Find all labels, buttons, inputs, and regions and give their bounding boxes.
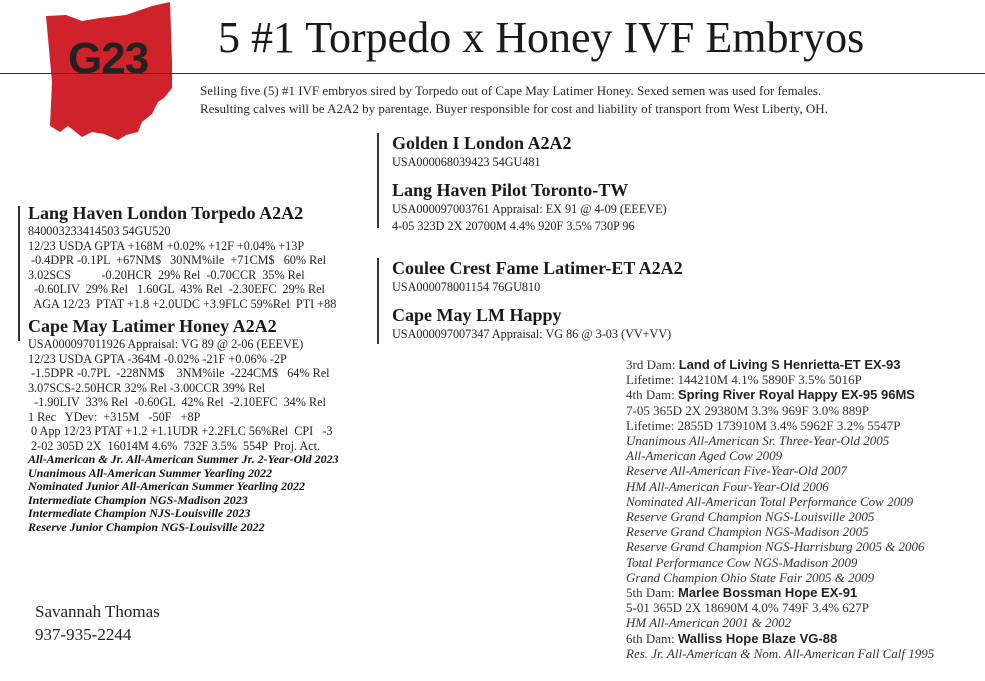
honey-award: Nominated Junior All-American Summer Yearling 2022 <box>28 479 306 493</box>
pedigree-dam-line <box>626 585 934 600</box>
dam-sire-name: Coulee Crest Fame Latimer-ET A2A2 <box>392 258 683 278</box>
intro-line: Selling five (5) #1 IVF embryos sired by Torpedo out of Cape May Latimer Honey. Sexed semen was used for females. <box>200 83 822 98</box>
honey-award: Reserve Junior Champion NGS-Louisville 2022 <box>28 519 265 534</box>
torpedo-line: -0.60LIV 29% Rel 1.60GL 43% Rel -2.30EFC 29% Rel <box>28 282 325 296</box>
pedigree-award: Reserve Grand Champion NGS-Madison 2005 <box>626 524 869 540</box>
torpedo-line: AGA 12/23 PTAT +1.8 +2.0UDC +3.9FLC 59%Rel PTI +88 <box>28 296 337 311</box>
torpedo-block <box>28 203 336 311</box>
pedigree-dam-label: 6th Dam: <box>626 630 678 646</box>
honey-line: -1.5DPR -0.7PL -228NM$ 3NM%ile -224CM$ 64% Rel <box>28 366 330 380</box>
sire-dam-line: USA000097003761 Appraisal: EX 91 @ 4-09 (EEEVE) <box>392 201 667 216</box>
pedigree-dam-line <box>626 387 934 402</box>
intro-line: Resulting calves will be A2A2 by parentage. Buyer responsible for cost and liability of transport from West Liberty, OH. <box>200 100 828 116</box>
parents-bracket <box>18 206 22 341</box>
pedigree-award: Reserve Grand Champion NGS-Louisville 2005 <box>626 509 875 525</box>
honey-line: 1 Rec YDev: +315M -50F +8P <box>28 409 201 424</box>
dam-dam-name: Cape May LM Happy <box>392 304 562 325</box>
sire-dam-line: 4-05 323D 2X 20700M 4.4% 920F 3.5% 730P 96 <box>392 219 635 233</box>
sire-parents-bracket <box>377 133 381 228</box>
lot-number: G23 <box>68 34 149 83</box>
pedigree-dam-label: 3rd Dam: <box>626 357 679 372</box>
extended-pedigree <box>626 357 934 661</box>
honey-line: 2-02 305D 2X 16014M 4.6% 732F 3.5% 554P Proj. Act. <box>28 438 321 453</box>
pedigree-record: 5-01 365D 2X 18690M 4.0% 749F 3.4% 627P <box>626 600 870 616</box>
dam-parents <box>392 258 683 341</box>
dam-dam-reg: USA000097007347 Appraisal: VG 86 @ 3-03 (VV+VV) <box>392 326 672 341</box>
contact-name: Savannah Thomas <box>35 602 160 621</box>
honey-award: Intermediate Champion NGS-Madison 2023 <box>28 492 248 507</box>
honey-line: USA000097011926 Appraisal: VG 89 @ 2-06 (EEEVE) <box>28 337 304 351</box>
torpedo-line: 12/23 USDA GPTA +168M +0.02% +12F +0.04% +13P <box>28 238 305 253</box>
pedigree-award: Unanimous All-American Sr. Three-Year-Old 2005 <box>626 433 890 449</box>
contact-block <box>35 600 160 646</box>
honey-line: -1.90LIV 33% Rel -0.60GL 42% Rel -2.10EFC 34% Rel <box>28 395 326 409</box>
honey-award: Intermediate Champion NJS-Louisville 2023 <box>28 506 251 520</box>
pedigree-award: Reserve All-American Five-Year-Old 2007 <box>626 463 848 479</box>
torpedo-name: Lang Haven London Torpedo A2A2 <box>28 203 304 223</box>
honey-line: 12/23 USDA GPTA -364M -0.02% -21F +0.06% -2P <box>28 351 287 366</box>
dam-sire-reg: USA000078001154 76GU810 <box>392 280 541 294</box>
pedigree-dam-label: 5th Dam: <box>626 585 678 601</box>
pedigree-award: Res. Jr. All-American & Nom. All-American Fall Calf 1995 <box>626 645 935 661</box>
pedigree-award: Reserve Grand Champion NGS-Harrisburg 2005 & 2006 <box>626 539 925 555</box>
torpedo-line: 840003233414503 54GU520 <box>28 224 171 238</box>
honey-line: 3.07SCS-2.50HCR 32% Rel -3.00CCR 39% Rel <box>28 380 265 395</box>
pedigree-dam-line <box>626 631 934 646</box>
sire-parents <box>392 133 667 234</box>
pedigree-award: HM All-American 2001 & 2002 <box>626 615 792 631</box>
honey-block <box>28 316 339 534</box>
pedigree-record: 7-05 365D 2X 29380M 3.3% 969F 3.0% 889P <box>626 402 870 418</box>
pedigree-award: All-American Aged Cow 2009 <box>626 448 783 464</box>
pedigree-record: Lifetime: 144210M 4.1% 5890F 3.5% 5016P <box>626 372 862 388</box>
page-title: 5 #1 Torpedo x Honey IVF Embryos <box>218 13 865 62</box>
pedigree-award: Total Performance Cow NGS-Madison 2009 <box>626 554 858 570</box>
pedigree-award: Nominated All-American Total Performance Cow 2009 <box>626 493 914 509</box>
honey-line: 0 App 12/23 PTAT +1.2 +1.1UDR +2.2FLC 56%Rel CPI -3 <box>28 424 333 438</box>
title-divider <box>0 73 985 74</box>
torpedo-line: -0.4DPR -0.1PL +67NM$ 30NM%ile +71CM$ 60% Rel <box>28 253 327 267</box>
pedigree-record: Lifetime: 2855D 173910M 3.4% 5962F 3.2% 5547P <box>626 417 901 433</box>
pedigree-dam-name: Walliss Hope Blaze VG-88 <box>678 630 838 646</box>
pedigree-award: HM All-American Four-Year-Old 2006 <box>626 478 829 494</box>
sire-sire-reg: USA000068039423 54GU481 <box>392 155 541 169</box>
honey-award: All-American & Jr. All-American Summer Jr. 2-Year-Old 2023 <box>28 452 339 466</box>
pedigree-dam-label: 4th Dam: <box>626 387 678 403</box>
contact-phone: 937-935-2244 <box>35 625 132 644</box>
pedigree-dam-line <box>626 357 934 372</box>
pedigree-dam-name: Land of Living S Henrietta-ET EX-93 <box>678 357 901 372</box>
honey-name: Cape May Latimer Honey A2A2 <box>28 316 277 336</box>
sire-dam-name: Lang Haven Pilot Toronto-TW <box>392 179 629 200</box>
honey-award: Unanimous All-American Summer Yearling 2022 <box>28 465 273 480</box>
pedigree-award: Grand Champion Ohio State Fair 2005 & 2009 <box>626 569 875 585</box>
intro-text <box>200 82 980 117</box>
dam-parents-bracket <box>377 258 381 344</box>
sire-sire-name: Golden I London A2A2 <box>392 133 572 153</box>
pedigree-dam-name: Spring River Royal Happy EX-95 96MS <box>678 387 915 403</box>
pedigree-dam-name: Marlee Bossman Hope EX-91 <box>678 585 858 601</box>
torpedo-line: 3.02SCS -0.20HCR 29% Rel -0.70CCR 35% Rel <box>28 267 305 282</box>
